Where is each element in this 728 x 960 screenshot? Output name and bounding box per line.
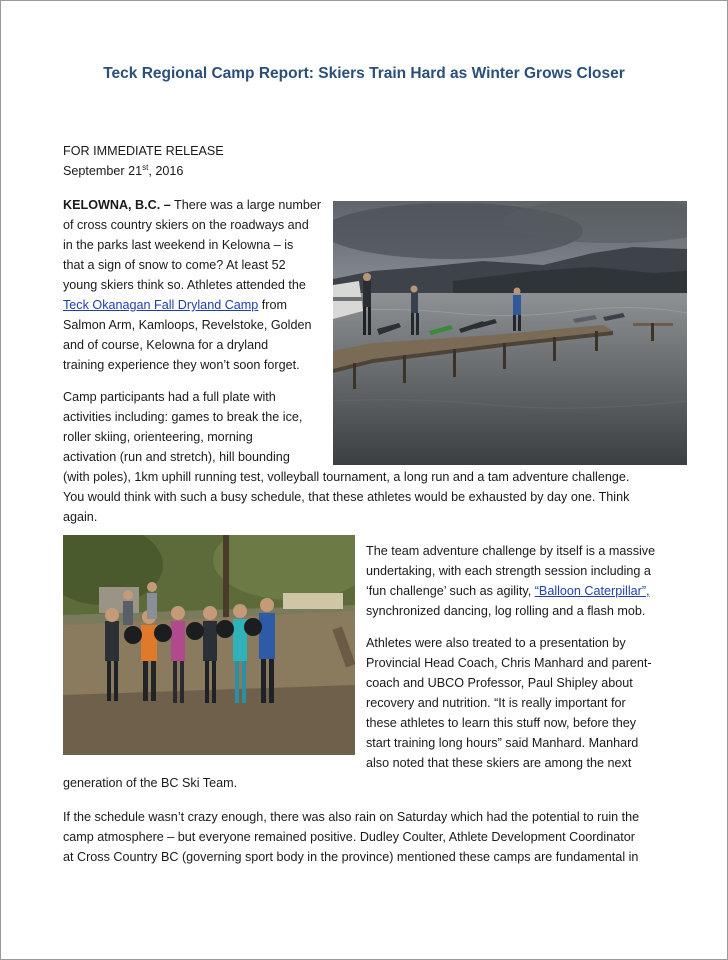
text-line: You would think with such a busy schedule, that these athletes would be exhausted by day one. Think	[63, 490, 630, 504]
text-line: generation of the BC Ski Team.	[63, 776, 238, 790]
group-photo	[63, 535, 355, 755]
text-line: in the parks last weekend in Kelowna – is	[63, 238, 294, 252]
text-line: undertaking, with each strength session including a	[366, 564, 651, 578]
text-line: Provincial Head Coach, Chris Manhard and parent-	[366, 656, 652, 670]
release-label: FOR IMMEDIATE RELEASE	[63, 144, 224, 158]
paragraph-rain	[63, 807, 693, 867]
text-line: recovery and nutrition. “It is really important for	[366, 696, 626, 710]
text-line: coach and UBCO Professor, Paul Shipley about	[366, 676, 633, 690]
text-line: Salmon Arm, Kamloops, Revelstoke, Golden	[63, 318, 312, 332]
paragraph-activities	[63, 387, 683, 527]
text-line: also noted that these skiers are among the next	[366, 756, 632, 770]
paragraph-adventure	[366, 541, 686, 621]
text-line: Athletes were also treated to a presentation by	[366, 636, 626, 650]
text-line: and of course, Kelowna for a dryland	[63, 338, 269, 352]
text-line: (with poles), 1km uphill running test, volleyball tournament, a long run and a tam adventure challenge.	[63, 470, 630, 484]
text-line: ‘fun challenge’ such as agility, “Balloon Caterpillar”,	[366, 584, 650, 598]
paragraph-presentation	[366, 633, 686, 773]
camp-link[interactable]: Teck Okanagan Fall Dryland Camp	[63, 298, 259, 312]
text-line: roller skiing, orienteering, morning	[63, 430, 253, 444]
text-line: start training long hours” said Manhard. Manhard	[366, 736, 639, 750]
release-header	[63, 141, 224, 181]
text-line: activation (run and stretch), hill bounding	[63, 450, 290, 464]
text-line: young skiers think so. Athletes attended the	[63, 278, 306, 292]
text-line: Camp participants had a full plate with	[63, 390, 276, 404]
text-line: Teck Okanagan Fall Dryland Camp from	[63, 298, 287, 312]
text-line: If the schedule wasn’t crazy enough, there was also rain on Saturday which had the potential to ruin the	[63, 810, 640, 824]
balloon-caterpillar-link[interactable]: “Balloon Caterpillar”,	[534, 584, 650, 598]
paragraph-intro	[63, 195, 331, 375]
text-line: KELOWNA, B.C. – There was a large number	[63, 198, 322, 212]
text-line: synchronized dancing, log rolling and a flash mob.	[366, 604, 646, 618]
text-line: again.	[63, 510, 98, 524]
text-line: at Cross Country BC (governing sport body in the province) mentioned these camps are fundamental in	[63, 850, 639, 864]
text-line: of cross country skiers on the roadways and	[63, 218, 309, 232]
text-line: camp atmosphere – but everyone remained positive. Dudley Coulter, Athlete Development Coordinator	[63, 830, 635, 844]
document-title: Teck Regional Camp Report: Skiers Train Hard as Winter Grows Closer	[103, 65, 625, 82]
text-line: The team adventure challenge by itself is a massive	[366, 544, 656, 558]
paragraph-presentation-end	[63, 773, 683, 793]
text-line: that a sign of snow to come? At least 52	[63, 258, 286, 272]
release-date: September 21st, 2016	[63, 162, 184, 178]
text-line: activities including: games to break the ice,	[63, 410, 303, 424]
text-line: these athletes to learn this stuff now, before they	[366, 716, 637, 730]
text-line: training experience they won’t soon forget.	[63, 358, 300, 372]
